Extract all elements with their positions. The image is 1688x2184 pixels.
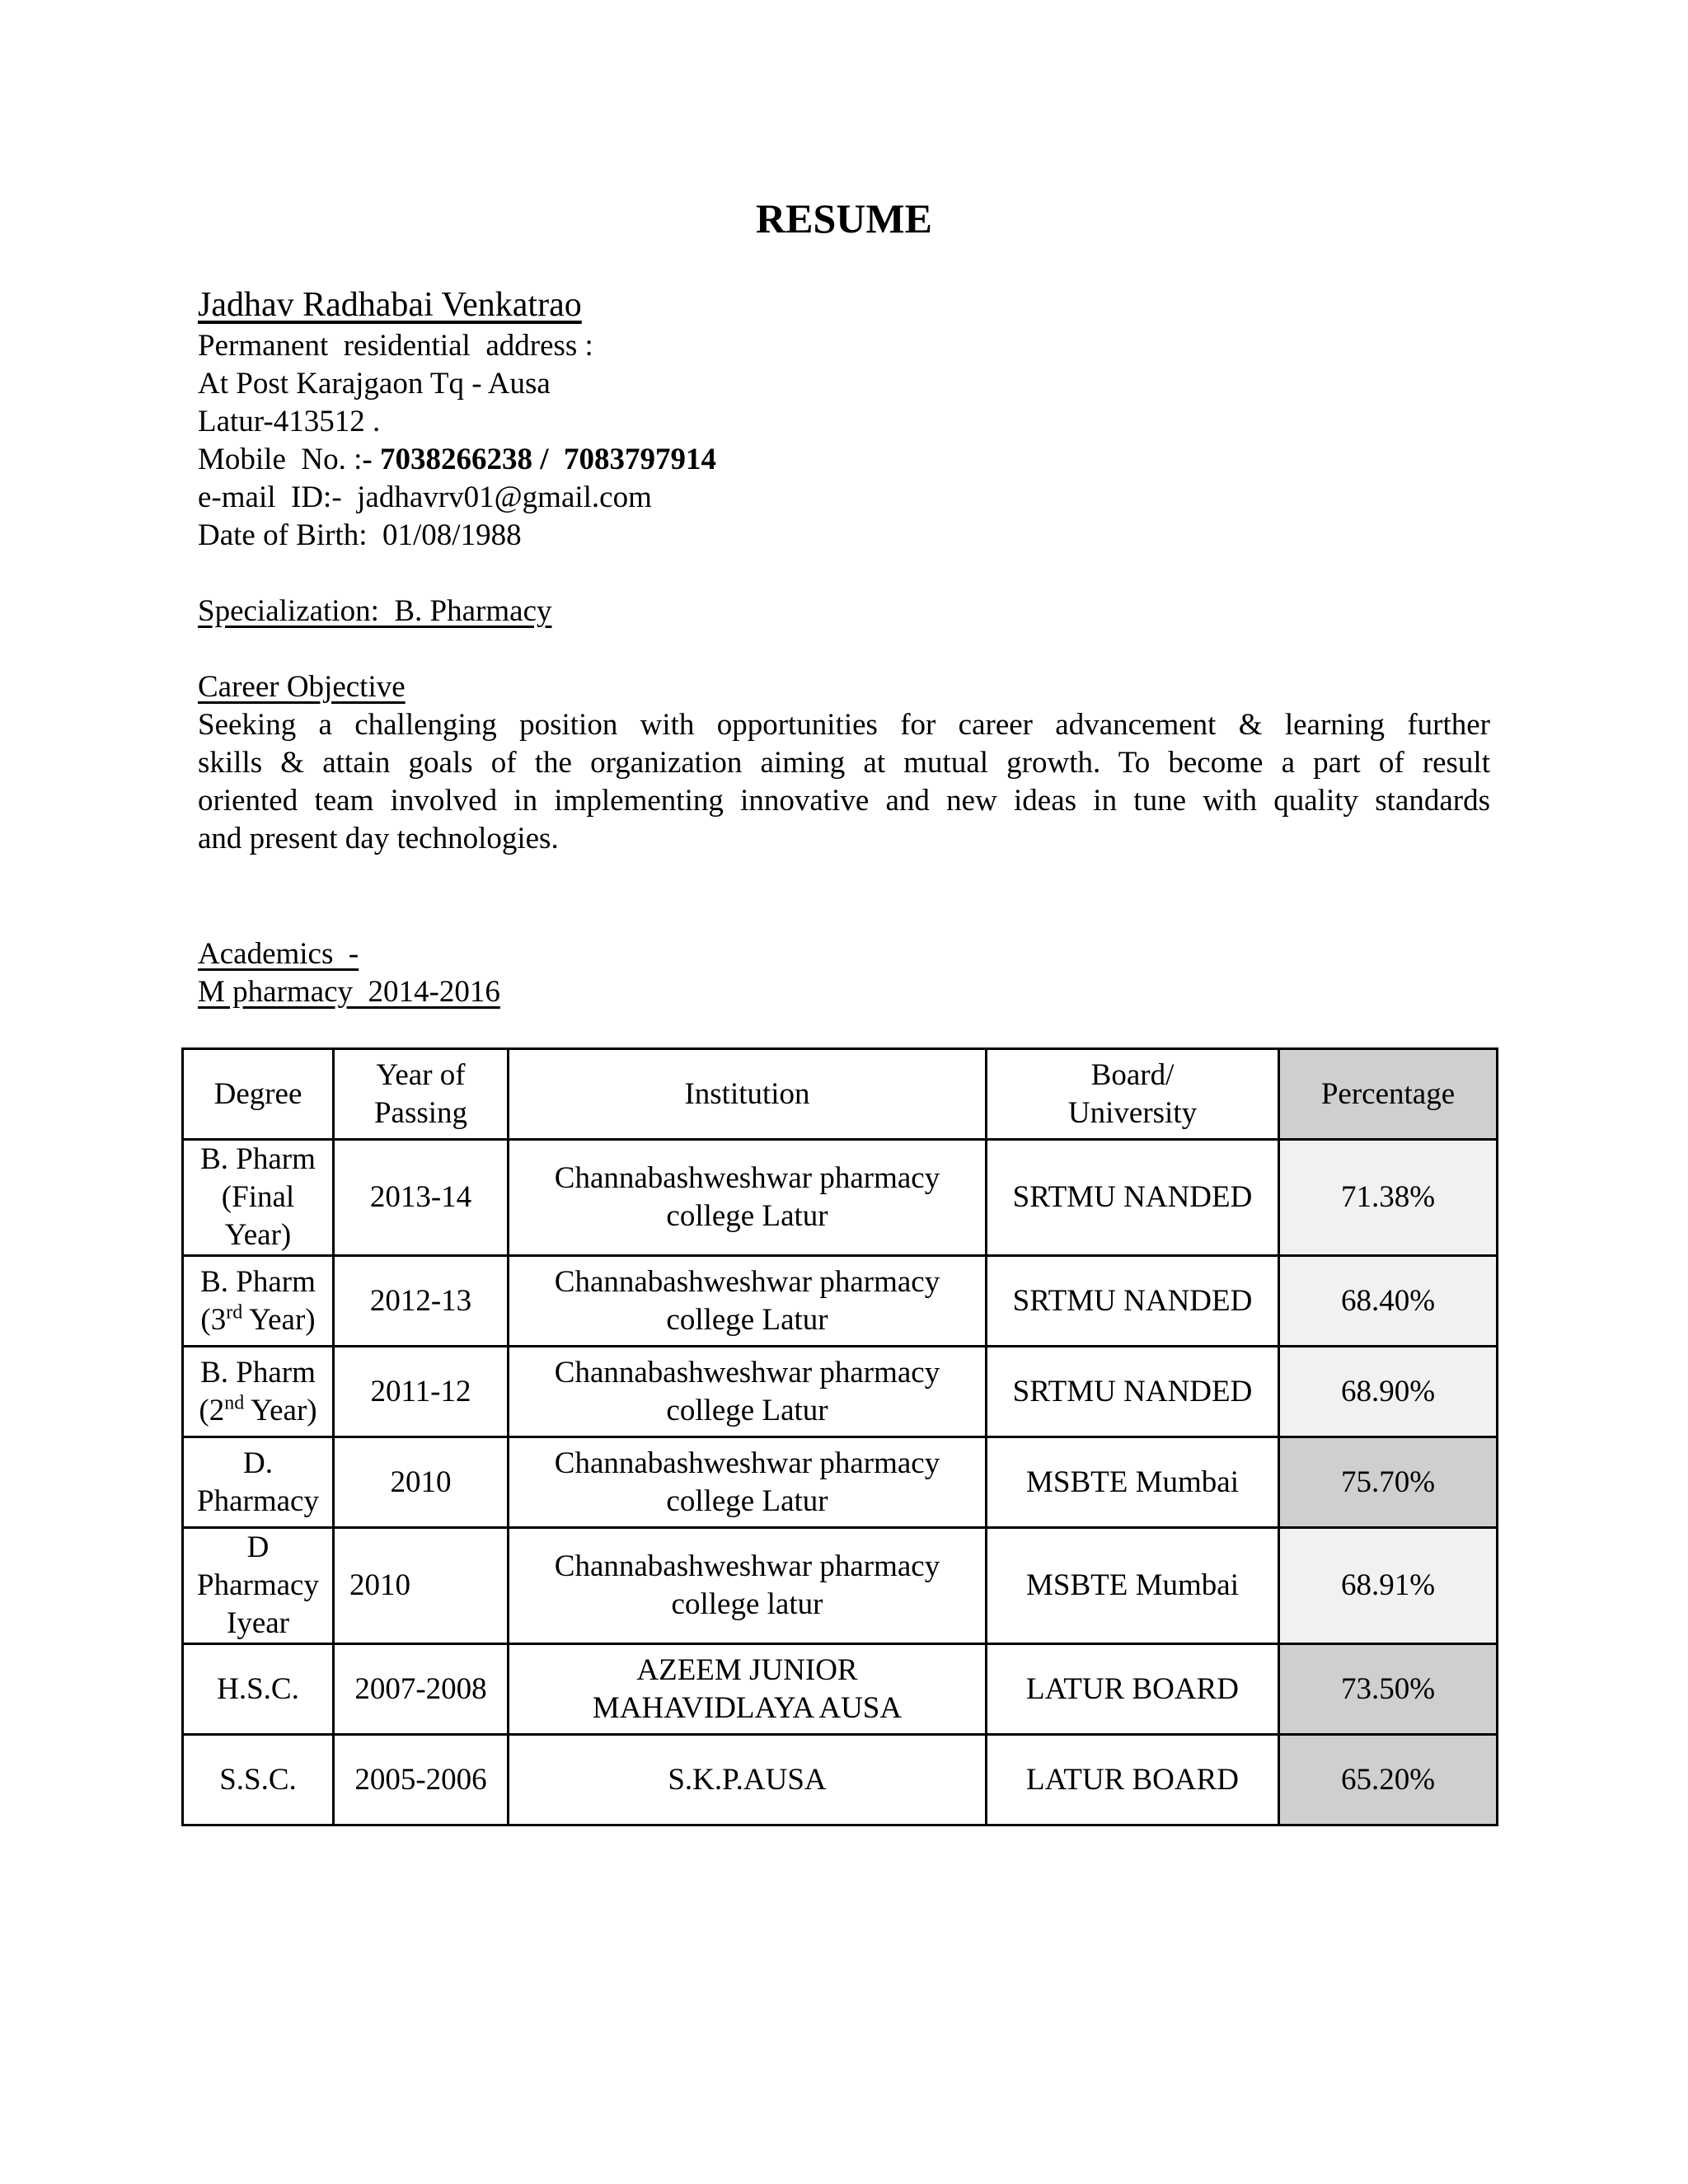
institution-cell: Channabashweshwar pharmacy college latur: [509, 1528, 987, 1644]
dob-label: Date of Birth:: [198, 518, 368, 552]
board-cell: LATUR BOARD: [987, 1735, 1279, 1825]
table-row: [183, 1347, 1498, 1437]
degree-cell: B. Pharm (2nd Year): [183, 1347, 334, 1437]
dob-line: [198, 517, 522, 555]
objective-paragraph: [198, 706, 1490, 858]
mobile-label: Mobile No. :: [198, 443, 363, 476]
degree-cell: B. Pharm (Final Year): [183, 1140, 334, 1256]
board-cell: LATUR BOARD: [987, 1644, 1279, 1735]
dob-value: 01/08/1988: [382, 518, 522, 552]
header-percentage: Percentage: [1279, 1049, 1498, 1140]
specialization: Specialization: B. Pharmacy: [198, 594, 552, 628]
board-cell: SRTMU NANDED: [987, 1140, 1279, 1256]
email-value: jadhavrv01@gmail.com: [357, 480, 652, 514]
percentage-cell: 68.91%: [1279, 1528, 1498, 1644]
objective-line: and present day technologies.: [198, 822, 559, 855]
year-cell: 2013-14: [334, 1140, 509, 1256]
institution-cell: AZEEM JUNIOR MAHAVIDLAYA AUSA: [509, 1644, 987, 1735]
institution-cell: Channabashweshwar pharmacy college Latur: [509, 1140, 987, 1256]
objective-heading: Career Objective: [198, 670, 406, 704]
email-label: e-mail ID:-: [198, 480, 342, 514]
mobile-line: [198, 441, 716, 479]
board-cell: MSBTE Mumbai: [987, 1437, 1279, 1528]
percentage-cell: 71.38%: [1279, 1140, 1498, 1256]
board-cell: SRTMU NANDED: [987, 1256, 1279, 1347]
year-cell: 2007-2008: [334, 1644, 509, 1735]
header-degree: Degree: [183, 1049, 334, 1140]
academics-heading: Academics -: [198, 937, 359, 971]
header-board: Board/ University: [987, 1049, 1279, 1140]
table-row: [183, 1437, 1498, 1528]
degree-cell: H.S.C.: [183, 1644, 334, 1735]
institution-cell: Channabashweshwar pharmacy college Latur: [509, 1437, 987, 1528]
institution-cell: S.K.P.AUSA: [509, 1735, 987, 1825]
resume-title: RESUME: [756, 195, 932, 241]
table-row: [183, 1644, 1498, 1735]
header-institution: Institution: [509, 1049, 987, 1140]
address-label: Permanent residential address :: [198, 329, 593, 363]
table-row: [183, 1140, 1498, 1256]
institution-cell: Channabashweshwar pharmacy college Latur: [509, 1347, 987, 1437]
header-year: Year of Passing: [334, 1049, 509, 1140]
percentage-cell: 68.40%: [1279, 1256, 1498, 1347]
board-cell: SRTMU NANDED: [987, 1347, 1279, 1437]
percentage-cell: 65.20%: [1279, 1735, 1498, 1825]
year-cell: 2011-12: [334, 1347, 509, 1437]
table-row: [183, 1528, 1498, 1644]
year-cell: 2010: [334, 1528, 509, 1644]
percentage-cell: 68.90%: [1279, 1347, 1498, 1437]
email-line: [198, 479, 652, 517]
address-line-2: Latur-413512 .: [198, 405, 381, 438]
candidate-name: Jadhav Radhabai Venkatrao: [198, 286, 582, 324]
board-cell: MSBTE Mumbai: [987, 1528, 1279, 1644]
objective-line: Seeking a challenging position with opportunities for career advancement & learning further: [198, 708, 1490, 742]
table-header-row: [183, 1049, 1498, 1140]
degree-cell: D Pharmacy Iyear: [183, 1528, 334, 1644]
objective-line: oriented team involved in implementing innovative and new ideas in tune with quality standards: [198, 784, 1490, 818]
year-cell: 2012-13: [334, 1256, 509, 1347]
year-cell: 2005-2006: [334, 1735, 509, 1825]
mobile-value: - 7038266238 / 7083797914: [362, 443, 716, 476]
academics-table: [181, 1047, 1498, 1826]
program-heading: M pharmacy 2014-2016: [198, 975, 500, 1009]
degree-cell: D. Pharmacy: [183, 1437, 334, 1528]
address-line-1: At Post Karajgaon Tq - Ausa: [198, 367, 551, 401]
table-row: [183, 1256, 1498, 1347]
year-cell: 2010: [334, 1437, 509, 1528]
objective-line: skills & attain goals of the organization aiming at mutual growth. To become a part of result: [198, 746, 1490, 780]
table-row: [183, 1735, 1498, 1825]
degree-cell: B. Pharm (3rd Year): [183, 1256, 334, 1347]
institution-cell: Channabashweshwar pharmacy college Latur: [509, 1256, 987, 1347]
degree-cell: S.S.C.: [183, 1735, 334, 1825]
percentage-cell: 73.50%: [1279, 1644, 1498, 1735]
percentage-cell: 75.70%: [1279, 1437, 1498, 1528]
